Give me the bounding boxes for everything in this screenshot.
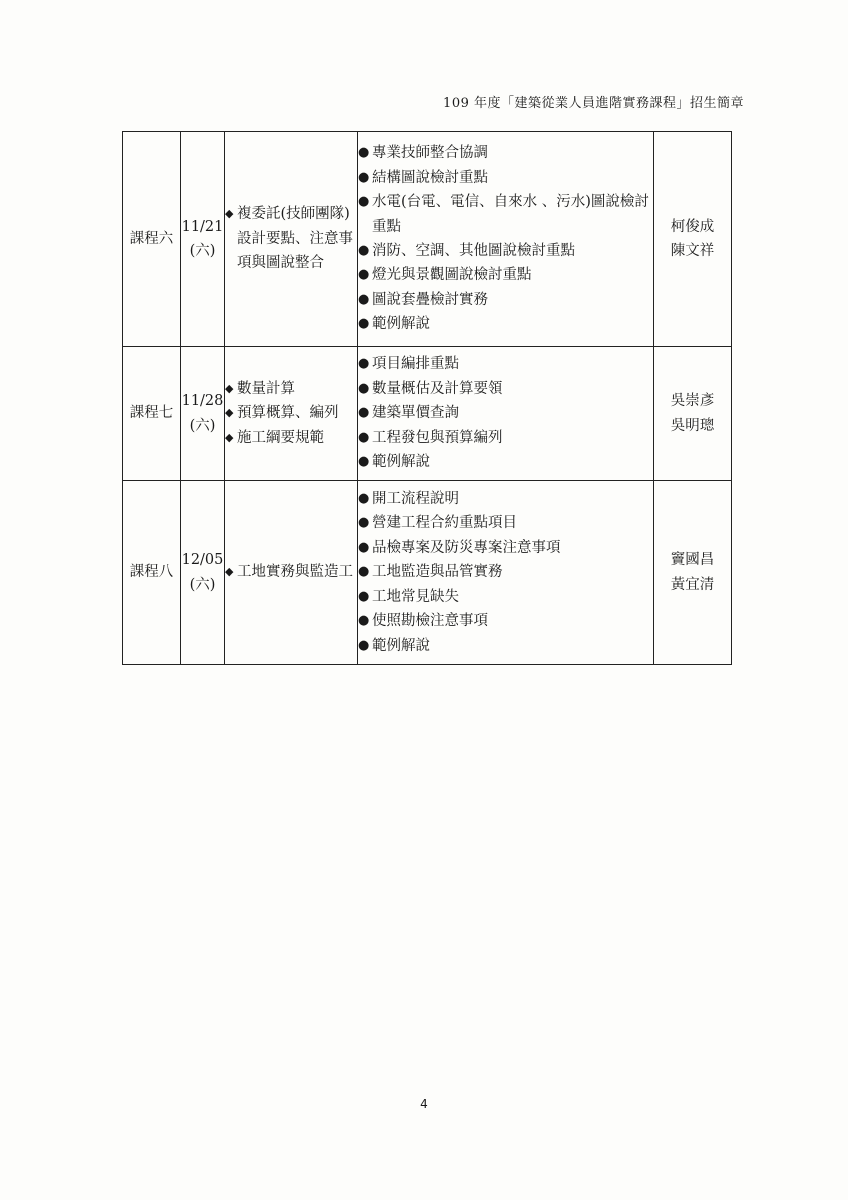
dot-bullet-icon: ●: [358, 380, 370, 396]
content-text: 範例解說: [372, 454, 430, 471]
lecturer-name: 柯俊成: [670, 218, 715, 235]
content-cell: [358, 481, 654, 665]
dot-bullet-icon: ●: [358, 539, 370, 555]
topic-item: [225, 426, 357, 450]
diamond-bullet-icon: ◆: [225, 406, 234, 420]
dot-bullet-icon: ●: [358, 243, 370, 258]
diamond-bullet-icon: ◆: [225, 430, 234, 444]
lecturer-name: 黃宜清: [670, 576, 715, 593]
dot-bullet-icon: ●: [358, 491, 370, 507]
lecturer-cell: [654, 132, 732, 347]
table-row: [123, 132, 732, 347]
dot-bullet-icon: ●: [358, 613, 370, 629]
topic-item: [225, 560, 357, 584]
content-text: 專業技師整合協調: [372, 145, 488, 162]
content-item: [358, 487, 653, 511]
content-item: [358, 536, 653, 560]
document-header: 109 年度「建築從業人員進階實務課程」招生簡章: [443, 96, 744, 111]
date-cell: [181, 347, 225, 481]
content-text: 範例解說: [372, 316, 430, 333]
topics-cell: [225, 481, 358, 665]
topic-item: [225, 401, 357, 425]
diamond-bullet-icon: ◆: [225, 565, 234, 579]
content-item: [358, 560, 653, 584]
dot-bullet-icon: ●: [358, 145, 370, 161]
topic-text: 預算概算、編列: [237, 405, 339, 422]
content-cell: [358, 132, 654, 347]
lecturer-cell: [654, 481, 732, 665]
content-text: 工地監造與品管實務: [372, 564, 503, 581]
lecturer-name: 吳崇彥: [670, 393, 715, 410]
course-cell: 課程八: [123, 481, 181, 665]
table-row: [123, 347, 732, 481]
date-cell: [181, 481, 225, 665]
course-schedule-table: [122, 131, 732, 665]
dot-bullet-icon: ●: [358, 356, 370, 372]
lecturer-name: 陳文祥: [670, 243, 715, 259]
content-item: [358, 352, 653, 376]
page-number: 4: [420, 1097, 428, 1111]
course-cell: 課程七: [123, 347, 181, 481]
date: 11/28: [181, 393, 224, 410]
topic-text: 施工綱要規範: [237, 429, 324, 446]
content-item: [358, 401, 653, 425]
content-text: 工地常見缺失: [372, 588, 459, 605]
content-text: 消防、空調、其他圖說檢討重點: [372, 243, 575, 259]
content-item: [358, 141, 653, 165]
content-item: [358, 426, 653, 450]
dot-bullet-icon: ●: [358, 291, 370, 307]
dot-bullet-icon: ●: [358, 316, 370, 332]
topics-cell: [225, 132, 358, 347]
dot-bullet-icon: ●: [358, 267, 370, 283]
lecturer-name: 吳明璁: [670, 417, 715, 434]
content-text: 結構圖說檢討重點: [372, 169, 488, 186]
weekday: (六): [189, 417, 216, 434]
content-text: 數量概估及計算要領: [372, 380, 503, 397]
content-text: 營建工程合約重點項目: [372, 515, 517, 532]
topic-text: 數量計算: [237, 380, 295, 397]
topic-item: [225, 202, 357, 275]
content-text: 使照勘檢注意事項: [372, 613, 488, 630]
dot-bullet-icon: ●: [358, 454, 370, 470]
content-text: 項目編排重點: [372, 356, 459, 373]
content-text: 工程發包與預算編列: [372, 429, 503, 446]
dot-bullet-icon: ●: [358, 637, 370, 653]
content-text: 水電(台電、電信、自來水 、污水)圖說檢討重點: [372, 194, 649, 235]
content-item: [358, 239, 653, 263]
content-item: [358, 511, 653, 535]
date-cell: [181, 132, 225, 347]
topic-text: 工地實務與監造工: [237, 564, 353, 581]
weekday: (六): [189, 576, 216, 593]
content-item: [358, 312, 653, 336]
topic-text: 複委託(技師團隊)設計要點、注意事項與圖說整合: [237, 206, 353, 272]
topics-cell: [225, 347, 358, 481]
content-item: [358, 377, 653, 401]
topic-item: [225, 377, 357, 401]
dot-bullet-icon: ●: [358, 194, 370, 210]
content-item: [358, 634, 653, 658]
content-text: 品檢專案及防災專案注意事項: [372, 539, 561, 556]
course-cell: 課程六: [123, 132, 181, 347]
dot-bullet-icon: ●: [358, 429, 370, 445]
content-item: [358, 190, 653, 239]
diamond-bullet-icon: ◆: [225, 207, 234, 221]
dot-bullet-icon: ●: [358, 169, 370, 185]
date: 12/05: [181, 552, 224, 569]
dot-bullet-icon: ●: [358, 588, 370, 604]
content-item: [358, 166, 653, 190]
content-text: 燈光與景觀圖說檢討重點: [372, 267, 532, 284]
content-item: [358, 609, 653, 633]
content-cell: [358, 347, 654, 481]
content-item: [358, 288, 653, 312]
content-item: [358, 450, 653, 474]
content-item: [358, 585, 653, 609]
content-text: 建築單價查詢: [372, 405, 459, 422]
weekday: (六): [189, 243, 216, 259]
content-text: 範例解說: [372, 637, 430, 654]
lecturer-cell: [654, 347, 732, 481]
dot-bullet-icon: ●: [358, 564, 370, 580]
lecturer-name: 竇國昌: [670, 552, 715, 569]
diamond-bullet-icon: ◆: [225, 381, 234, 395]
dot-bullet-icon: ●: [358, 405, 370, 421]
content-text: 圖說套疊檢討實務: [372, 291, 488, 308]
content-item: [358, 263, 653, 287]
date: 11/21: [181, 218, 224, 235]
table-row: [123, 481, 732, 665]
dot-bullet-icon: ●: [358, 515, 370, 531]
content-text: 開工流程說明: [372, 491, 459, 508]
